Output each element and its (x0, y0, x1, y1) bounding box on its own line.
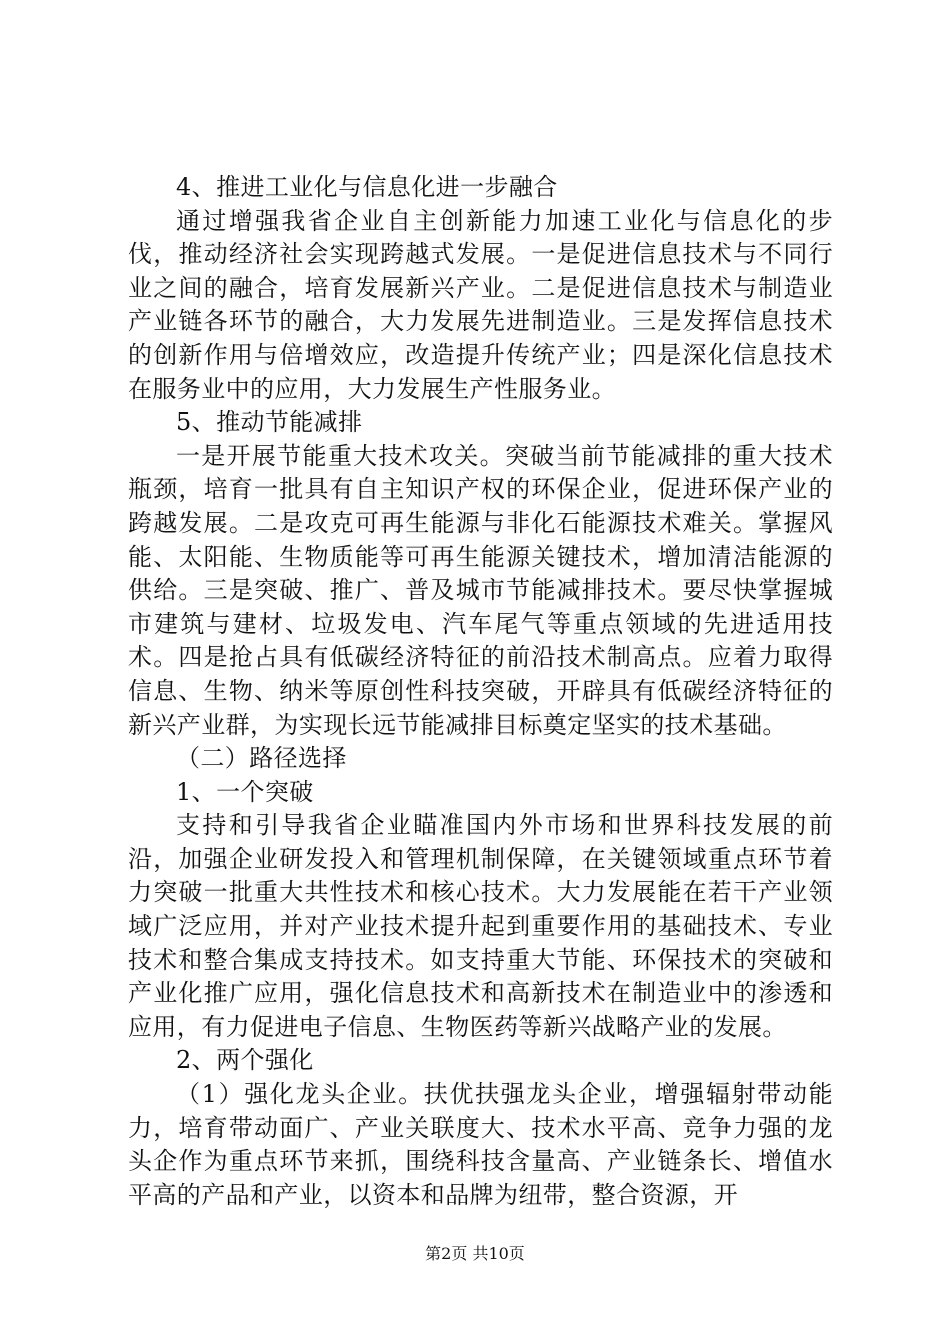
document-body (128, 171, 833, 1212)
body-paragraph: （1）强化龙头企业。扶优扶强龙头企业，增强辐射带动能力，培育带动面广、产业关联度大、技术水平高、竞争力强的龙头企作为重点环节来抓，围绕科技含量高、产业链条长、增值水平高的产品和产业，以资本和品牌为纽带，整合资源，开 (128, 1080, 833, 1209)
subsection-heading-1: 1、一个突破 (176, 777, 314, 806)
section-heading-4: 4、推进工业化与信息化进一步融合 (176, 173, 558, 201)
body-paragraph: 通过增强我省企业自主创新能力加速工业化与信息化的步伐，推动经济社会实现跨越式发展。一是促进信息技术与不同行业之间的融合，培育发展新兴产业。二是促进信息技术与制造业产业链各环节的融合，大力发展先进制造业。三是发挥信息技术的创新作用与倍增效应，改造提升传统产业；四是深化信息技术在服务业中的应用，大力发展生产性服务业。 (128, 206, 833, 403)
body-paragraph: 支持和引导我省企业瞄准国内外市场和世界科技发展的前沿，加强企业研发投入和管理机制保障，在关键领域重点环节着力突破一批重大共性技术和核心技术。大力发展能在若干产业领域广泛应用，并对产业技术提升起到重要作用的基础技术、专业技术和整合集成支持技术。如支持重大节能、环保技术的突破和产业化推广应用，强化信息技术和高新技术在制造业中的渗透和应用，有力促进电子信息、生物医药等新兴战略产业的发展。 (128, 811, 833, 1041)
body-paragraph: 一是开展节能重大技术攻关。突破当前节能减排的重大技术瓶颈，培育一批具有自主知识产权的环保企业，促进环保产业的跨越发展。二是攻克可再生能源与非化石能源技术难关。掌握风能、太阳能、生物质能等可再生能源关键技术，增加清洁能源的供给。三是突破、推广、普及城市节能减排技术。要尽快掌握城市建筑与建材、垃圾发电、汽车尾气等重点领域的先进适用技术。四是抢占具有低碳经济特征的前沿技术制高点。应着力取得信息、生物、纳米等原创性科技突破，开辟具有低碳经济特征的新兴产业群，为实现长远节能减排目标奠定坚实的技术基础。 (128, 441, 833, 739)
section-heading-path-selection: （二）路径选择 (176, 744, 347, 773)
section-heading-5: 5、推动节能减排 (176, 408, 363, 437)
subsection-heading-2: 2、两个强化 (176, 1046, 314, 1075)
page-number-footer: 第2页 共10页 (425, 1244, 525, 1263)
